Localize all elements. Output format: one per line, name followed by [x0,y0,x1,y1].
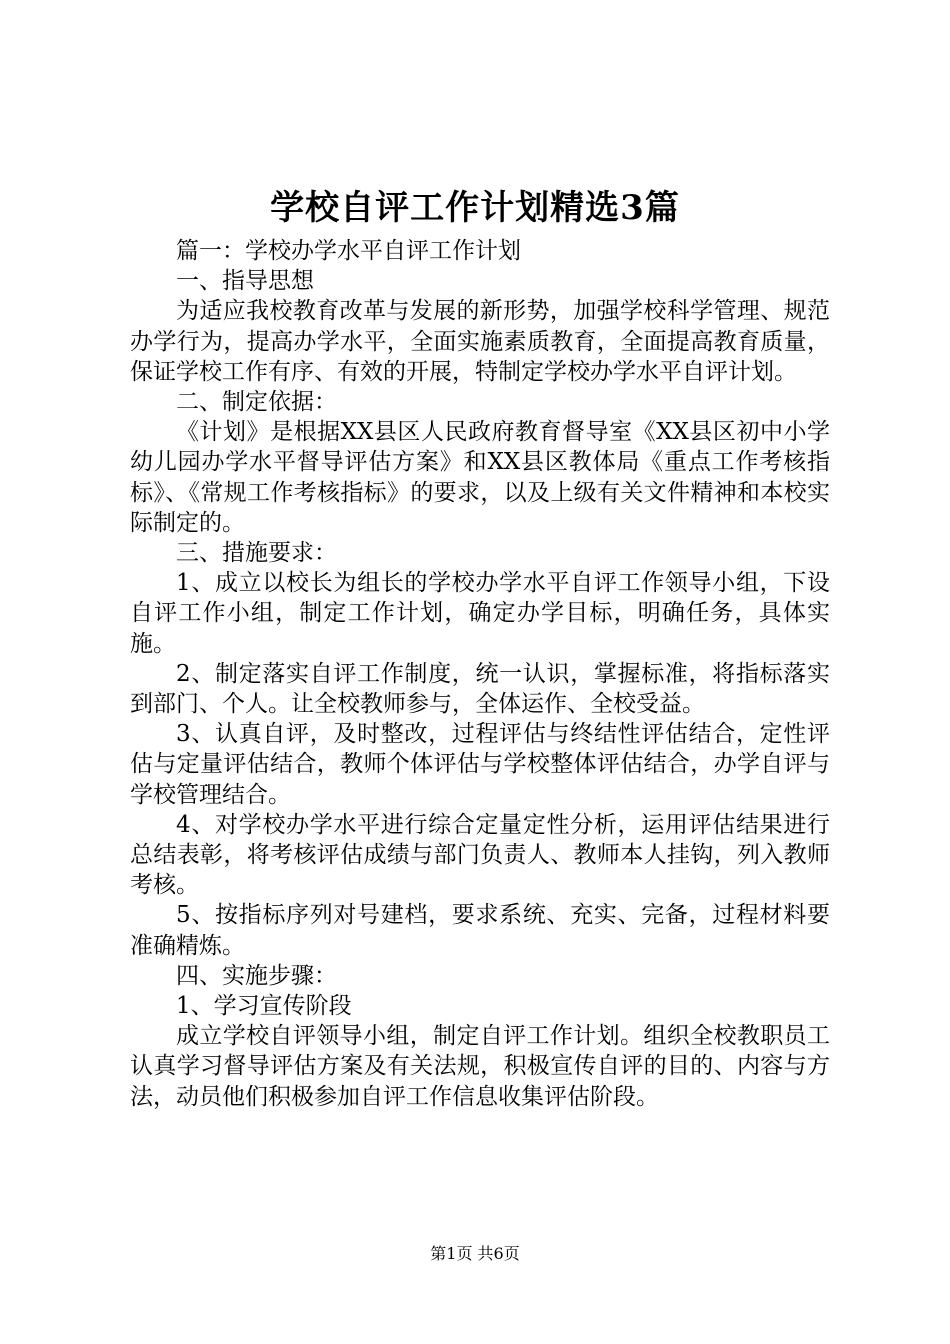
subheading: 四、实施步骤： [176,962,337,989]
list-item: 1、成立以校长为组长的学校办学水平自评工作领导小组，下设自评工作小组，制定工作计划，确定办学目标，明确任务，具体实施。 [130,570,830,657]
subheading: 1、学习宣传阶段 [176,993,352,1020]
subheading: 一、指导思想 [176,268,314,295]
list-item: 5、按指标序列对号建档，要求系统、充实、完备，过程材料要准确精炼。 [130,902,830,959]
list-item: 3、认真自评，及时整改，过程评估与终结性评估结合，定性评估与定量评估结合，教师个体评估与学校整体评估结合，办学自评与学校管理结合。 [130,721,830,808]
subheading: 二、制定依据： [176,389,337,416]
list-item: 2、制定落实自评工作制度，统一认识，掌握标准，将指标落实到部门、个人。让全校教师参与，全体运作、全校受益。 [130,660,830,718]
document-body [130,236,830,1112]
list-item: 4、对学校办学水平进行综合定量定性分析，运用评估结果进行总结表彰，将考核评估成绩与部门负责人、教师本人挂钩，列入教师考核。 [130,811,830,899]
paragraph: 为适应我校教育改革与发展的新形势，加强学校科学管理、规范办学行为，提高办学水平，全面实施素质教育，全面提高教育质量，保证学校工作有序、有效的开展，特制定学校办学水平自评计划。 [130,298,830,385]
document-title: 学校自评工作计划精选3篇 [270,188,680,228]
section-heading: 篇一：学校办学水平自评工作计划 [176,238,521,264]
paragraph: 《计划》是根据XX县区人民政府教育督导室《XX县区初中小学幼儿园办学水平督导评估方案》和XX县区教体局《重点工作考核指标》、《常规工作考核指标》的要求，以及上级有关文件精神和本校实际制定的。 [130,419,830,536]
page-footer: 第1页 共6页 [430,1244,520,1263]
subheading: 三、措施要求： [176,540,337,567]
paragraph: 成立学校自评领导小组，制定自评工作计划。组织全校教职员工认真学习督导评估方案及有关法规，积极宣传自评的目的、内容与方法，动员他们积极参加自评工作信息收集评估阶段。 [130,1023,830,1110]
